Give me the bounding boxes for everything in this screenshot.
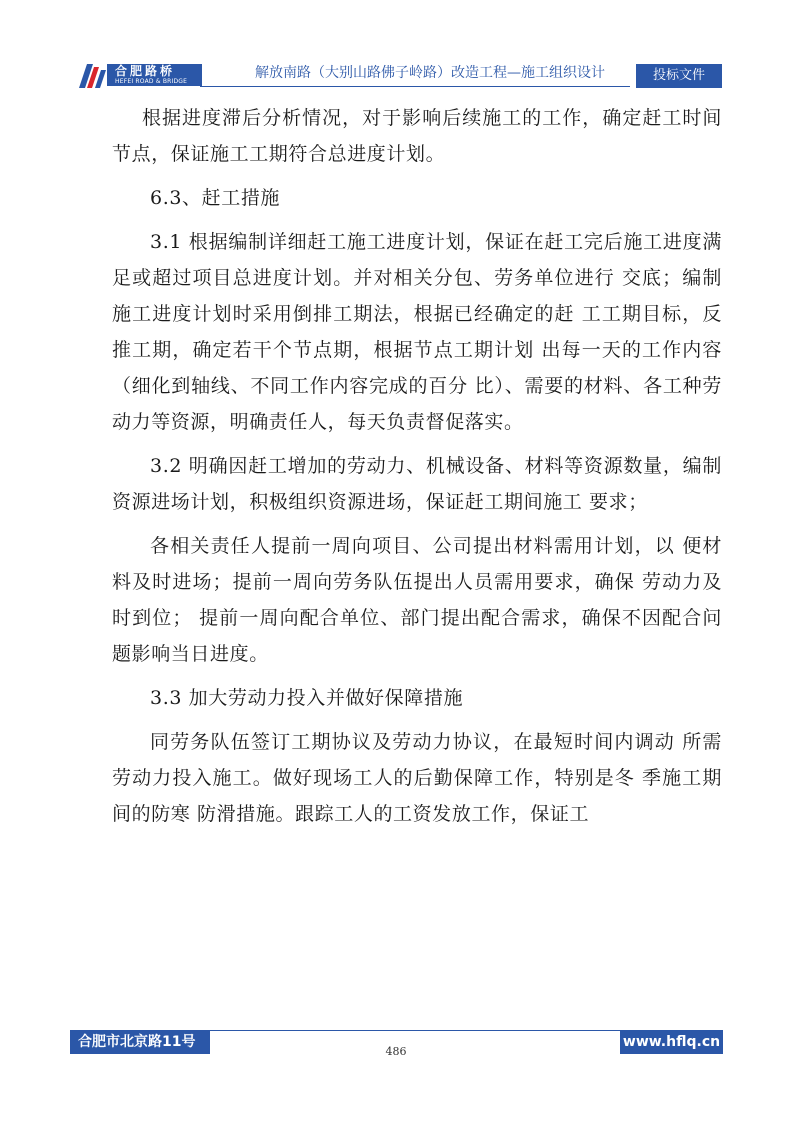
header-divider	[200, 86, 630, 87]
footer-website: www.hflq.cn	[620, 1030, 723, 1054]
footer-address: 合肥市北京路11号	[70, 1030, 210, 1054]
document-body	[112, 100, 722, 840]
company-logo-icon	[77, 64, 107, 88]
section-heading: 6.3、赶工措施	[150, 187, 281, 209]
paragraph: 3.1 根据编制详细赶工施工进度计划，保证在赶工完后施工进度满足或超过项目总进度计划。并对相关分包、劳务单位进行 交底；编制施工进度计划时采用倒排工期法，根据已经确定的赶 工工期目标，反推工期，确定若干个节点期，根据节点工期计划 出每一天的工作内容（细化到轴线、不同工作内容完成的百分 比）、需要的材料、各工种劳动力等资源，明确责任人，每天负责督促落实。	[112, 231, 722, 433]
paragraph: 根据进度滞后分析情况，对于影响后续施工的工作，确定赶工时间节点，保证施工工期符合总进度计划。	[112, 107, 722, 165]
page-header	[0, 0, 793, 100]
footer-divider	[210, 1030, 620, 1031]
subsection-heading: 3.3 加大劳动力投入并做好保障措施	[150, 687, 464, 709]
brand-name-en: HEFEI ROAD & BRIDGE	[115, 78, 188, 85]
paragraph: 同劳务队伍签订工期协议及劳动力协议，在最短时间内调动 所需劳动力投入施工。做好现场工人的后勤保障工作，特别是冬 季施工期间的防寒 防滑措施。跟踪工人的工资发放工作，保证工	[112, 731, 722, 825]
page-number: 486	[385, 1045, 407, 1058]
brand-name-cn: 合肥路桥	[115, 64, 176, 78]
document-title: 解放南路（大别山路佛子岭路）改造工程—施工组织设计	[255, 65, 605, 81]
paragraph: 3.2 明确因赶工增加的劳动力、机械设备、材料等资源数量，编制资源进场计划，积极组织资源进场，保证赶工期间施工 要求；	[112, 455, 722, 513]
paragraph: 各相关责任人提前一周向项目、公司提出材料需用计划，以 便材料及时进场；提前一周向劳务队伍提出人员需用要求，确保 劳动力及时到位； 提前一周向配合单位、部门提出配合需求，确保不因配合问题影响当日进度。	[112, 535, 722, 665]
document-type-tag: 投标文件	[636, 64, 722, 88]
